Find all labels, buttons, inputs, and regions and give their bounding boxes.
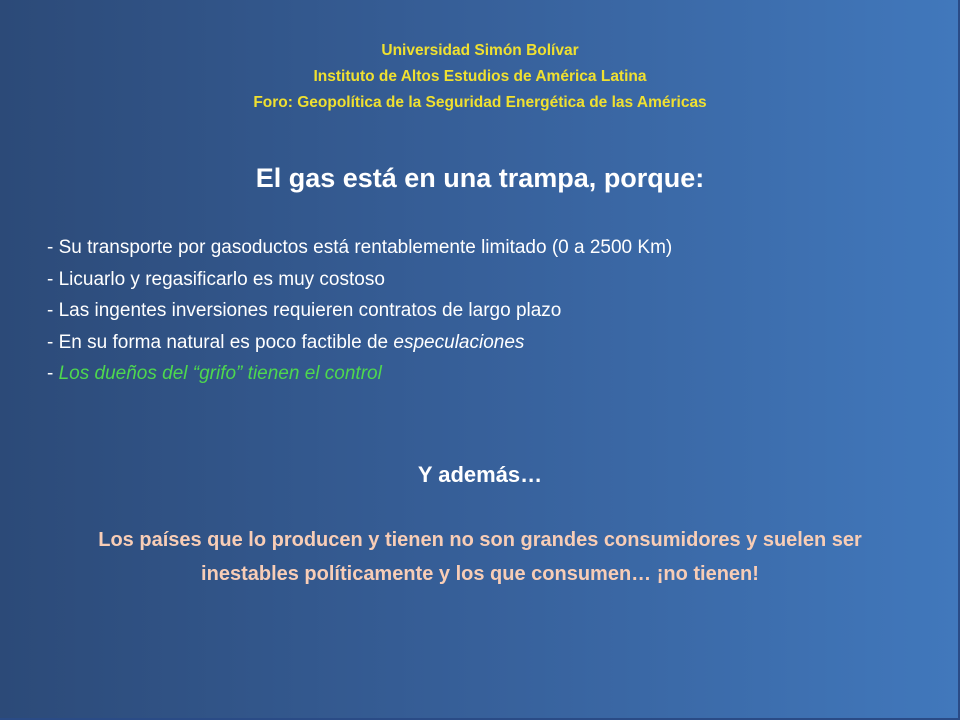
slide-subtitle: Y además… xyxy=(417,462,543,487)
conclusion-line-1: Los países que lo producen y tienen no son grandes consumidores y suelen ser xyxy=(98,529,862,551)
conclusion-line-2: inestables políticamente y los que consumen… ¡no tienen! xyxy=(201,563,759,585)
institution-header xyxy=(0,38,960,116)
slide-title: El gas está en una trampa, porque: xyxy=(255,163,705,193)
header-institute: Instituto de Altos Estudios de América Latina xyxy=(313,68,647,85)
bullet-speculation-emphasis: especulaciones xyxy=(393,331,525,353)
bullet-speculation xyxy=(47,327,927,359)
bullet-investments: - Las ingentes inversiones requieren contratos de largo plazo xyxy=(47,300,562,321)
bullet-control-highlight: Los dueños del “grifo” tienen el control xyxy=(58,363,382,384)
bullet-speculation-text: - En su forma natural es poco factible de xyxy=(47,331,394,353)
header-forum: Foro: Geopolítica de la Seguridad Energética de las Américas xyxy=(253,94,707,111)
bullet-transport: - Su transporte por gasoductos está rentablemente limitado (0 a 2500 Km) xyxy=(47,237,673,258)
bullet-list xyxy=(47,232,927,390)
bullet-liquefaction: - Licuarlo y regasificarlo es muy costoso xyxy=(47,268,385,290)
conclusion-text xyxy=(20,523,940,591)
bullet-control xyxy=(47,358,927,390)
bullet-control-dash: - xyxy=(47,363,59,384)
header-university: Universidad Simón Bolívar xyxy=(381,42,579,59)
